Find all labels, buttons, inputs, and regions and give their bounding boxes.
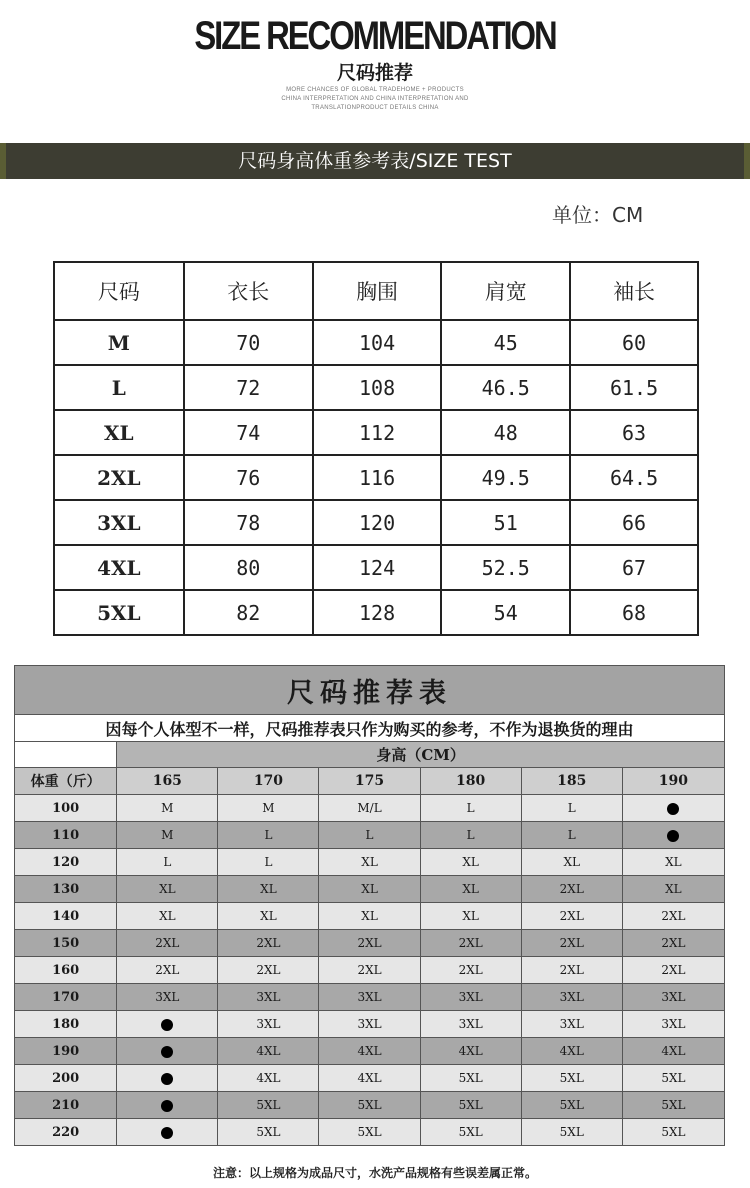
recommended-size-cell: 5XL [319, 1092, 420, 1119]
recommended-size-cell: XL [622, 876, 724, 903]
recommend-row [15, 795, 725, 822]
measurement-cell: 64.5 [570, 455, 698, 500]
weight-cell: 170 [15, 984, 117, 1011]
recommended-size-cell: 5XL [521, 1065, 622, 1092]
measurement-cell: 68 [570, 590, 698, 635]
recommended-size-cell: 5XL [218, 1119, 319, 1146]
weight-cell: 180 [15, 1011, 117, 1038]
recommended-size-cell: 2XL [521, 903, 622, 930]
size-table-row [54, 410, 698, 455]
recommended-size-cell: 2XL [622, 903, 724, 930]
recommended-size-cell: L [218, 822, 319, 849]
header-small-line-2: CHINA INTERPRETATION AND CHINA INTERPRETATION AND [281, 96, 469, 102]
recommended-size-cell: 2XL [420, 957, 521, 984]
size-table-header-cell: 胸围 [313, 262, 442, 320]
recommended-size-cell: 3XL [622, 1011, 724, 1038]
size-label-cell: 4XL [54, 545, 184, 590]
page-title: SIZE RECOMMENDATION [194, 14, 556, 58]
recommend-row [15, 1038, 725, 1065]
weight-header: 体重（斤） [15, 768, 117, 795]
recommended-size-cell: M [117, 822, 218, 849]
measurement-cell: 61.5 [570, 365, 698, 410]
measurement-cell: 51 [441, 500, 570, 545]
recommended-size-cell: 4XL [622, 1038, 724, 1065]
recommend-row [15, 984, 725, 1011]
page-header [0, 0, 750, 140]
recommended-size-cell: 2XL [521, 930, 622, 957]
weight-cell: 140 [15, 903, 117, 930]
recommended-size-cell: 5XL [319, 1119, 420, 1146]
measurement-cell: 124 [313, 545, 442, 590]
measurement-cell: 60 [570, 320, 698, 365]
recommended-size-cell: 5XL [622, 1092, 724, 1119]
weight-cell: 190 [15, 1038, 117, 1065]
recommended-size-cell: XL [420, 903, 521, 930]
size-table-header-cell: 肩宽 [441, 262, 570, 320]
recommended-size-cell: XL [117, 876, 218, 903]
measurement-cell: 67 [570, 545, 698, 590]
height-column-header: 170 [218, 768, 319, 795]
recommended-size-cell: 3XL [420, 1011, 521, 1038]
recommended-size-cell: L [420, 822, 521, 849]
recommended-size-cell: L [420, 795, 521, 822]
height-corner-cell [15, 742, 117, 768]
recommended-size-cell: 5XL [622, 1119, 724, 1146]
section-bar-edge [744, 143, 750, 179]
recommended-size-cell: 2XL [521, 876, 622, 903]
height-column-header: 190 [622, 768, 724, 795]
measurement-cell: 46.5 [441, 365, 570, 410]
measurement-cell: 48 [441, 410, 570, 455]
size-table-row [54, 500, 698, 545]
recommended-size-cell: 2XL [622, 930, 724, 957]
not-available-cell [117, 1011, 218, 1038]
height-column-header: 185 [521, 768, 622, 795]
recommended-size-cell: 2XL [521, 957, 622, 984]
recommended-size-cell: XL [117, 903, 218, 930]
measurement-cell: 63 [570, 410, 698, 455]
recommended-size-cell: 3XL [218, 984, 319, 1011]
footnote: 注意：以上规格为成品尺寸，水洗产品规格有些误差属正常。 [212, 1166, 537, 1180]
recommend-row [15, 1065, 725, 1092]
header-small-line-3: TRANSLATIONPRODUCT DETAILS CHINA [311, 105, 439, 111]
recommended-size-cell: 2XL [319, 957, 420, 984]
header-small-line-1: MORE CHANCES OF GLOBAL TRADEHOME + PRODUCTS [286, 87, 464, 93]
measurement-cell: 108 [313, 365, 442, 410]
weight-cell: 100 [15, 795, 117, 822]
size-table-row [54, 545, 698, 590]
size-label-cell: L [54, 365, 184, 410]
recommended-size-cell: 2XL [420, 930, 521, 957]
weight-cell: 200 [15, 1065, 117, 1092]
recommended-size-cell: M [218, 795, 319, 822]
recommend-row [15, 1092, 725, 1119]
unavailable-dot-icon [161, 1046, 173, 1058]
weight-cell: 220 [15, 1119, 117, 1146]
weight-cell: 160 [15, 957, 117, 984]
recommended-size-cell: 5XL [218, 1092, 319, 1119]
section-bar: 尺码身高体重参考表/SIZE TEST [0, 143, 750, 179]
measurement-cell: 66 [570, 500, 698, 545]
recommend-row [15, 930, 725, 957]
height-column-header: 180 [420, 768, 521, 795]
size-label-cell: XL [54, 410, 184, 455]
weight-cell: 110 [15, 822, 117, 849]
recommend-row [15, 876, 725, 903]
measurement-cell: 54 [441, 590, 570, 635]
size-label-cell: 3XL [54, 500, 184, 545]
unavailable-dot-icon [161, 1100, 173, 1112]
weight-cell: 210 [15, 1092, 117, 1119]
not-available-cell [622, 795, 724, 822]
measurement-cell: 104 [313, 320, 442, 365]
recommended-size-cell: 4XL [420, 1038, 521, 1065]
recommend-row [15, 957, 725, 984]
measurement-cell: 76 [184, 455, 313, 500]
section-bar-edge [0, 143, 6, 179]
size-table-header-cell: 尺码 [54, 262, 184, 320]
measurement-cell: 72 [184, 365, 313, 410]
recommended-size-cell: XL [319, 903, 420, 930]
recommend-note: 因每个人体型不一样，尺码推荐表只作为购买的参考，不作为退换货的理由 [15, 715, 725, 742]
not-available-cell [117, 1038, 218, 1065]
recommended-size-cell: 3XL [319, 1011, 420, 1038]
size-table-header-cell: 衣长 [184, 262, 313, 320]
unit-label: 单位：CM [552, 203, 644, 227]
measurement-cell: 52.5 [441, 545, 570, 590]
recommended-size-cell: 4XL [319, 1038, 420, 1065]
recommended-size-cell: 3XL [218, 1011, 319, 1038]
recommended-size-cell: 4XL [319, 1065, 420, 1092]
unavailable-dot-icon [161, 1019, 173, 1031]
recommended-size-cell: M/L [319, 795, 420, 822]
recommended-size-cell: 4XL [218, 1038, 319, 1065]
recommended-size-cell: XL [319, 849, 420, 876]
measurement-cell: 116 [313, 455, 442, 500]
recommended-size-cell: 2XL [117, 930, 218, 957]
recommend-row [15, 1011, 725, 1038]
recommended-size-cell: XL [319, 876, 420, 903]
recommended-size-cell: XL [218, 876, 319, 903]
size-label-cell: 5XL [54, 590, 184, 635]
size-label-cell: M [54, 320, 184, 365]
recommended-size-cell: 5XL [420, 1119, 521, 1146]
not-available-cell [117, 1065, 218, 1092]
size-table-row [54, 365, 698, 410]
recommended-size-cell: L [218, 849, 319, 876]
recommended-size-cell: XL [622, 849, 724, 876]
measurement-cell: 112 [313, 410, 442, 455]
recommended-size-cell: L [521, 795, 622, 822]
recommended-size-cell: 4XL [218, 1065, 319, 1092]
not-available-cell [117, 1092, 218, 1119]
height-column-header: 175 [319, 768, 420, 795]
recommended-size-cell: 5XL [521, 1092, 622, 1119]
measurement-cell: 82 [184, 590, 313, 635]
recommend-row [15, 822, 725, 849]
recommend-row [15, 903, 725, 930]
recommended-size-cell: 3XL [622, 984, 724, 1011]
measurement-cell: 128 [313, 590, 442, 635]
recommended-size-cell: 5XL [521, 1119, 622, 1146]
measurement-cell: 74 [184, 410, 313, 455]
weight-cell: 150 [15, 930, 117, 957]
recommended-size-cell: 2XL [319, 930, 420, 957]
recommended-size-cell: 2XL [622, 957, 724, 984]
recommended-size-cell: 2XL [117, 957, 218, 984]
page-subtitle: 尺码推荐 [336, 62, 413, 84]
recommended-size-cell: 4XL [521, 1038, 622, 1065]
size-table-header-cell: 袖长 [570, 262, 698, 320]
recommend-row [15, 849, 725, 876]
height-header: 身高（CM） [117, 742, 725, 768]
size-table-row [54, 320, 698, 365]
size-table-row [54, 455, 698, 500]
weight-cell: 120 [15, 849, 117, 876]
weight-cell: 130 [15, 876, 117, 903]
recommend-row [15, 1119, 725, 1146]
not-available-cell [622, 822, 724, 849]
not-available-cell [117, 1119, 218, 1146]
recommended-size-cell: L [319, 822, 420, 849]
recommended-size-cell: XL [521, 849, 622, 876]
measurement-cell: 80 [184, 545, 313, 590]
recommended-size-cell: 5XL [622, 1065, 724, 1092]
measurement-cell: 70 [184, 320, 313, 365]
recommended-size-cell: M [117, 795, 218, 822]
recommended-size-cell: 3XL [420, 984, 521, 1011]
recommended-size-cell: 3XL [319, 984, 420, 1011]
recommended-size-cell: 2XL [218, 957, 319, 984]
measurement-cell: 45 [441, 320, 570, 365]
unavailable-dot-icon [667, 803, 679, 815]
size-table-row [54, 590, 698, 635]
measurement-cell: 120 [313, 500, 442, 545]
recommended-size-cell: L [117, 849, 218, 876]
recommended-size-cell: 3XL [521, 984, 622, 1011]
recommended-size-cell: 2XL [218, 930, 319, 957]
recommended-size-cell: 3XL [117, 984, 218, 1011]
recommended-size-cell: XL [420, 849, 521, 876]
recommend-title: 尺码推荐表 [15, 666, 725, 715]
recommended-size-cell: 5XL [420, 1092, 521, 1119]
recommended-size-cell: 3XL [521, 1011, 622, 1038]
unavailable-dot-icon [161, 1127, 173, 1139]
unavailable-dot-icon [667, 830, 679, 842]
unavailable-dot-icon [161, 1073, 173, 1085]
size-table-header-row [54, 262, 698, 320]
size-recommendation-table [14, 665, 725, 1146]
recommended-size-cell: XL [218, 903, 319, 930]
recommended-size-cell: 5XL [420, 1065, 521, 1092]
measurement-cell: 78 [184, 500, 313, 545]
size-label-cell: 2XL [54, 455, 184, 500]
measurement-cell: 49.5 [441, 455, 570, 500]
size-chart-table [53, 261, 699, 636]
height-column-header: 165 [117, 768, 218, 795]
recommended-size-cell: L [521, 822, 622, 849]
recommended-size-cell: XL [420, 876, 521, 903]
